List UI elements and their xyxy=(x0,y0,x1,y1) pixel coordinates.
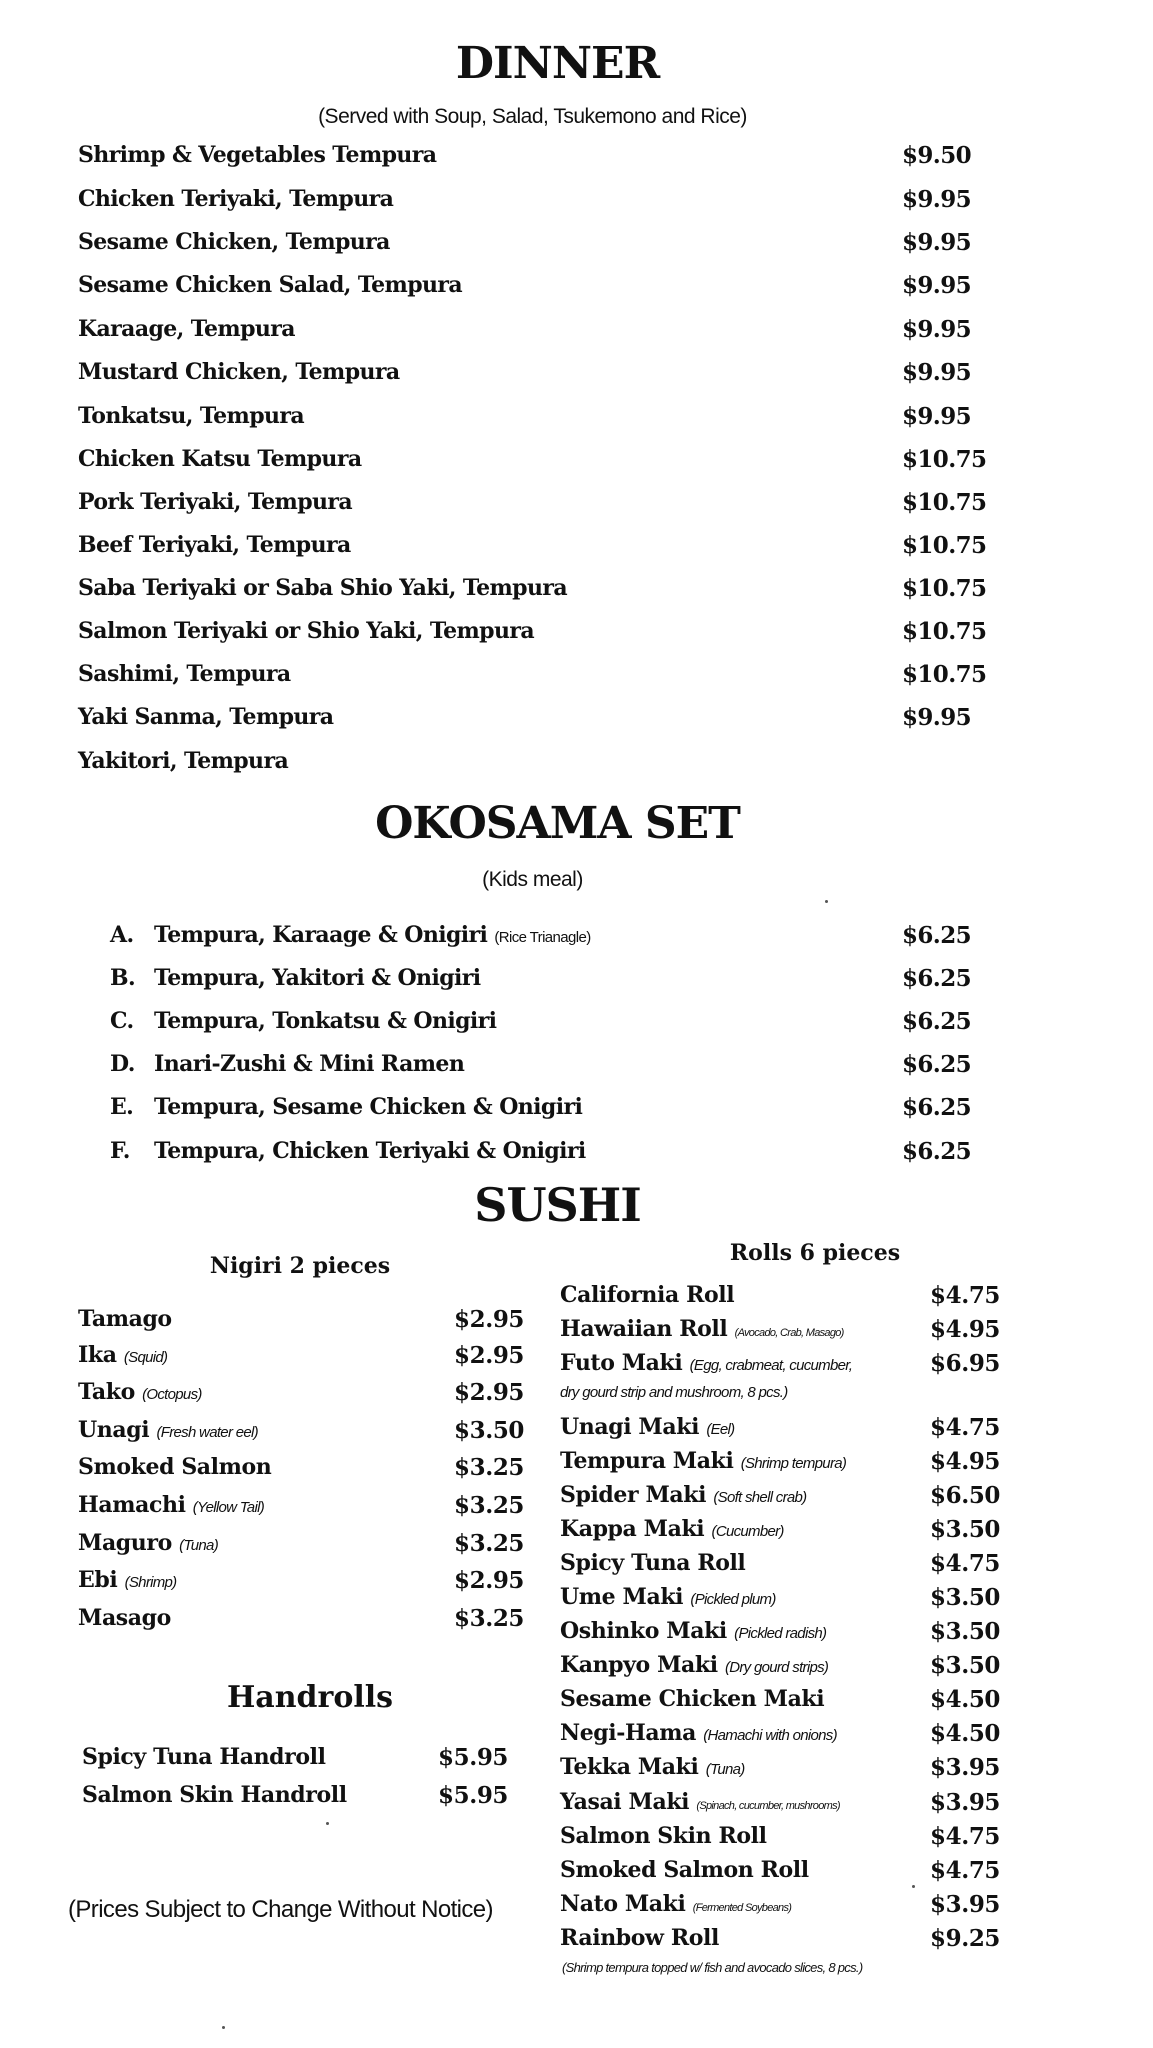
item-name: Spicy Tuna Roll xyxy=(560,1550,746,1576)
menu-item xyxy=(78,661,1028,701)
item-price: $5.95 xyxy=(438,1782,509,1809)
item-name: Spicy Tuna Handroll xyxy=(82,1744,326,1770)
item-price: $6.25 xyxy=(902,965,972,992)
item-name xyxy=(78,1605,171,1631)
item-note: (Egg, crabmeat, cucumber, xyxy=(689,1357,853,1374)
item-price: $2.95 xyxy=(454,1379,525,1406)
item-name-text: Ebi xyxy=(78,1567,118,1593)
item-name: Salmon Skin Handroll xyxy=(82,1782,347,1808)
item-price: $9.95 xyxy=(902,229,972,256)
item-price: $4.75 xyxy=(930,1550,1001,1577)
item-price: $10.75 xyxy=(902,532,987,559)
item-name xyxy=(154,922,591,948)
item-name-text: Unagi Maki xyxy=(560,1414,700,1440)
scan-speck xyxy=(326,1822,329,1825)
menu-item xyxy=(78,186,1028,226)
item-name: Sesame Chicken Maki xyxy=(560,1686,825,1712)
item-name-text: Hamachi xyxy=(78,1492,186,1518)
item-name xyxy=(560,1350,852,1376)
item-price: $6.25 xyxy=(902,1051,972,1078)
item-name: Tempura, Chicken Teriyaki & Onigiri xyxy=(154,1138,586,1164)
item-name xyxy=(560,1754,745,1780)
item-note: (Shrimp tempura) xyxy=(740,1455,847,1472)
nigiri-heading: Nigiri 2 pieces xyxy=(209,1253,391,1279)
item-price: $4.50 xyxy=(930,1686,1001,1713)
item-name xyxy=(560,1516,784,1542)
item-price: $3.95 xyxy=(930,1754,1001,1781)
item-letter: C. xyxy=(110,1008,134,1034)
item-price: $3.50 xyxy=(454,1417,525,1444)
menu-item xyxy=(78,618,1028,658)
menu-item xyxy=(78,575,1028,615)
item-price: $3.95 xyxy=(930,1789,1001,1816)
item-name-text: Maguro xyxy=(78,1530,172,1556)
menu-item xyxy=(78,403,1028,443)
item-price: $3.50 xyxy=(930,1652,1001,1679)
menu-item xyxy=(78,316,1028,356)
item-note: (Cucumber) xyxy=(711,1523,784,1540)
item-name xyxy=(560,1720,837,1746)
item-name xyxy=(560,1789,840,1815)
item-price: $3.50 xyxy=(930,1584,1001,1611)
item-price: $3.95 xyxy=(930,1891,1001,1918)
item-name xyxy=(78,1567,176,1593)
item-note: (Yellow Tail) xyxy=(192,1499,265,1516)
menu-item xyxy=(78,446,1028,486)
item-name xyxy=(78,1454,271,1480)
okosama-subtitle: (Kids meal) xyxy=(482,868,583,891)
item-name-text: Unagi xyxy=(78,1417,150,1443)
item-price: $9.50 xyxy=(902,142,972,169)
item-name: Sesame Chicken, Tempura xyxy=(78,229,390,255)
item-letter: B. xyxy=(110,965,136,991)
item-price: $6.25 xyxy=(902,1138,972,1165)
item-price: $6.95 xyxy=(930,1350,1001,1377)
item-price: $2.95 xyxy=(454,1306,525,1333)
item-name: Tempura, Sesame Chicken & Onigiri xyxy=(154,1094,583,1120)
menu-item xyxy=(78,272,1028,312)
item-name-text: Tamago xyxy=(78,1306,172,1332)
menu-item xyxy=(78,359,1028,399)
item-price: $4.95 xyxy=(930,1448,1001,1475)
item-name: Pork Teriyaki, Tempura xyxy=(78,489,353,515)
item-price: $6.25 xyxy=(902,922,972,949)
item-price: $3.50 xyxy=(930,1618,1001,1645)
rolls-heading: Rolls 6 pieces xyxy=(729,1240,901,1266)
item-price: $6.25 xyxy=(902,1094,972,1121)
item-note: (Tuna) xyxy=(705,1761,745,1778)
item-price: $10.75 xyxy=(902,489,987,516)
item-name-text: Ika xyxy=(78,1342,117,1368)
item-price: $4.75 xyxy=(930,1857,1001,1884)
item-price: $9.95 xyxy=(902,186,972,213)
menu-item xyxy=(78,229,1028,269)
item-name-text: Kappa Maki xyxy=(560,1516,705,1542)
dinner-title: DINNER xyxy=(455,38,660,89)
item-name-text: Oshinko Maki xyxy=(560,1618,727,1644)
item-name xyxy=(560,1482,806,1508)
item-name-text: Futo Maki xyxy=(560,1350,683,1376)
item-price: $9.95 xyxy=(902,272,972,299)
menu-item xyxy=(78,142,1028,182)
kids-meal-item xyxy=(110,1138,1030,1178)
item-name: Mustard Chicken, Tempura xyxy=(78,359,400,385)
item-price: $3.25 xyxy=(454,1605,525,1632)
item-name xyxy=(78,1342,167,1368)
item-note: (Hamachi with onions) xyxy=(703,1727,837,1744)
item-note: (Dry gourd strips) xyxy=(724,1659,829,1676)
item-name-text: Kanpyo Maki xyxy=(560,1652,718,1678)
item-name xyxy=(78,1417,258,1443)
item-name xyxy=(78,1530,218,1556)
item-name: Tempura, Tonkatsu & Onigiri xyxy=(154,1008,497,1034)
item-note: (Squid) xyxy=(123,1349,168,1366)
item-name-text: Ume Maki xyxy=(560,1584,684,1610)
menu-item xyxy=(78,704,1028,744)
item-note: (Octopus) xyxy=(142,1386,202,1403)
item-price: $10.75 xyxy=(902,661,987,688)
item-price: $5.95 xyxy=(438,1744,509,1771)
item-name: Salmon Skin Roll xyxy=(560,1823,767,1849)
item-price: $4.95 xyxy=(930,1316,1001,1343)
item-price: $9.95 xyxy=(902,316,972,343)
item-price: $10.75 xyxy=(902,446,987,473)
item-name xyxy=(78,1492,264,1518)
item-name: Yaki Sanma, Tempura xyxy=(78,704,334,730)
item-name: Chicken Katsu Tempura xyxy=(78,446,362,472)
item-name xyxy=(560,1584,776,1610)
item-note: (Shrimp) xyxy=(124,1574,177,1591)
item-price: $10.75 xyxy=(902,575,987,602)
kids-meal-item xyxy=(110,1051,1030,1091)
item-name xyxy=(560,1652,828,1678)
item-note: (Soft shell crab) xyxy=(713,1489,807,1506)
item-letter: F. xyxy=(110,1138,130,1164)
item-name: Sesame Chicken Salad, Tempura xyxy=(78,272,463,298)
item-note: (Eel) xyxy=(706,1421,735,1438)
item-price: $4.75 xyxy=(930,1414,1001,1441)
item-name: Tonkatsu, Tempura xyxy=(78,403,305,429)
item-note: (Fresh water eel) xyxy=(156,1424,258,1441)
okosama-title: OKOSAMA SET xyxy=(375,798,740,849)
item-letter: E. xyxy=(110,1094,134,1120)
menu-item xyxy=(78,748,1028,788)
item-price: $3.50 xyxy=(930,1516,1001,1543)
item-name xyxy=(560,1891,791,1917)
item-price: $3.25 xyxy=(454,1530,525,1557)
item-name-text: Negi-Hama xyxy=(560,1720,696,1746)
item-price: $9.95 xyxy=(902,403,972,430)
item-name: Beef Teriyaki, Tempura xyxy=(78,532,351,558)
item-price: $3.25 xyxy=(454,1454,525,1481)
item-price: $2.95 xyxy=(454,1342,525,1369)
price-notice: (Prices Subject to Change Without Notice) xyxy=(68,1896,493,1923)
item-price: $10.75 xyxy=(902,618,987,645)
dinner-subtitle: (Served with Soup, Salad, Tsukemono and Rice) xyxy=(318,105,747,128)
item-name-text: Tempura, Karaage & Onigiri xyxy=(154,922,488,948)
item-name: Yakitori, Tempura xyxy=(78,748,289,774)
kids-meal-item xyxy=(110,965,1030,1005)
item-name-text: Spider Maki xyxy=(560,1482,707,1508)
item-note: (Tuna) xyxy=(179,1537,218,1554)
item-name: Inari-Zushi & Mini Ramen xyxy=(154,1051,465,1077)
item-name-text: Nato Maki xyxy=(560,1891,686,1917)
item-name: Smoked Salmon Roll xyxy=(560,1857,809,1883)
item-name: Karaage, Tempura xyxy=(78,316,295,342)
item-name: Sashimi, Tempura xyxy=(78,661,291,687)
item-name xyxy=(560,1618,826,1644)
item-name-text: Tempura Maki xyxy=(560,1448,734,1474)
item-name xyxy=(560,1316,844,1342)
item-price: $9.25 xyxy=(930,1925,1001,1952)
item-name: Tempura, Yakitori & Onigiri xyxy=(154,965,481,991)
item-name: California Roll xyxy=(560,1282,735,1308)
item-price: $6.25 xyxy=(902,1008,972,1035)
item-name: Shrimp & Vegetables Tempura xyxy=(78,142,437,168)
item-letter: D. xyxy=(110,1051,135,1077)
kids-meal-item xyxy=(110,922,1030,962)
item-note-continued: (Shrimp tempura topped w/ fish and avocado slices, 8 pcs.) xyxy=(562,1960,863,1975)
item-price: $6.50 xyxy=(930,1482,1001,1509)
item-name xyxy=(78,1379,202,1405)
item-name-text: Yasai Maki xyxy=(560,1789,690,1815)
item-price: $9.95 xyxy=(902,704,972,731)
item-name: Saba Teriyaki or Saba Shio Yaki, Tempura xyxy=(78,575,567,601)
item-name xyxy=(560,1414,734,1440)
item-note: (Rice Trianagle) xyxy=(494,929,591,946)
item-price: $9.95 xyxy=(902,359,972,386)
handrolls-heading: Handrolls xyxy=(226,1680,394,1715)
item-price: $2.95 xyxy=(454,1567,525,1594)
sushi-title: SUSHI xyxy=(474,1178,641,1232)
item-name-text: Tako xyxy=(78,1379,135,1405)
item-price: $4.75 xyxy=(930,1282,1001,1309)
scan-speck xyxy=(222,2026,225,2029)
item-note: (Pickled plum) xyxy=(690,1591,776,1608)
item-name-text: Hawaiian Roll xyxy=(560,1316,728,1342)
kids-meal-item xyxy=(110,1094,1030,1134)
item-note-continued: dry gourd strip and mushroom, 8 pcs.) xyxy=(560,1384,788,1401)
item-name: Salmon Teriyaki or Shio Yaki, Tempura xyxy=(78,618,535,644)
menu-item xyxy=(78,532,1028,572)
item-price: $4.75 xyxy=(930,1823,1001,1850)
item-price: $3.25 xyxy=(454,1492,525,1519)
item-letter: A. xyxy=(110,922,134,948)
item-name: Rainbow Roll xyxy=(560,1925,719,1951)
item-name-text: Tekka Maki xyxy=(560,1754,699,1780)
item-name-text: Masago xyxy=(78,1605,171,1631)
scan-speck xyxy=(912,1885,915,1888)
item-name: Chicken Teriyaki, Tempura xyxy=(78,186,394,212)
item-price: $4.50 xyxy=(930,1720,1001,1747)
item-note: (Avocado, Crab, Masago) xyxy=(734,1327,844,1339)
item-name-text: Smoked Salmon xyxy=(78,1454,272,1480)
scan-speck xyxy=(825,900,828,903)
item-note: (Fermented Soybeans) xyxy=(692,1902,792,1914)
kids-meal-item xyxy=(110,1008,1030,1048)
item-name xyxy=(560,1448,846,1474)
item-note: (Spinach, cucumber, mushrooms) xyxy=(696,1800,840,1812)
item-name xyxy=(78,1306,172,1332)
item-note: (Pickled radish) xyxy=(734,1625,827,1642)
menu-item xyxy=(78,489,1028,529)
